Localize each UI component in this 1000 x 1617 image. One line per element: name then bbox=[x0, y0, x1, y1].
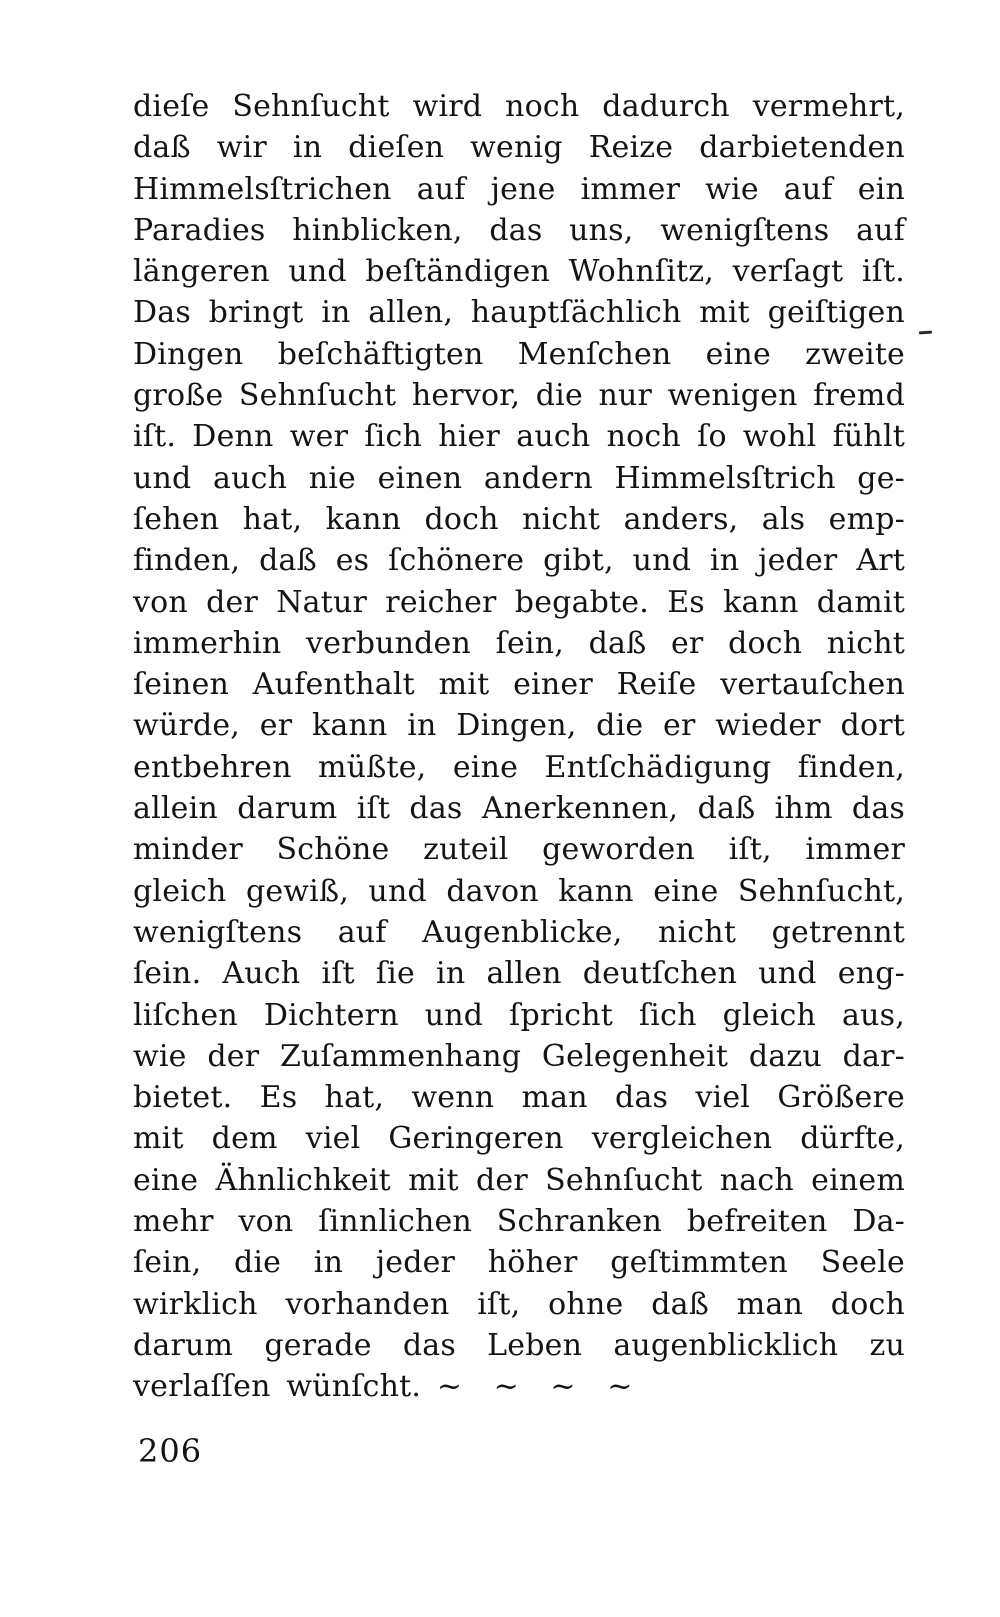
scan-artifact-dash bbox=[919, 331, 932, 335]
text-line: Dingen beſchäftigten Menſchen eine zweite bbox=[133, 336, 905, 372]
page-number: 206 bbox=[138, 1432, 203, 1470]
text-line: bietet. Es hat, wenn man das viel Größere bbox=[133, 1080, 905, 1116]
text-line: von der Natur reicher begabte. Es kann damit bbox=[133, 584, 905, 620]
text-line: verlaſſen wünſcht. ~ ~ ~ ~ bbox=[133, 1369, 633, 1405]
text-line: wirklich vorhanden iſt, ohne daß man doch bbox=[133, 1286, 905, 1322]
text-line: darum gerade das Leben augenblicklich zu bbox=[133, 1327, 905, 1363]
text-line: wenigſtens auf Augenblicke, nicht getrennt bbox=[133, 914, 905, 950]
text-line: gleich gewiß, und davon kann eine Sehnſucht, bbox=[133, 873, 905, 909]
text-line: große Sehnſucht hervor, die nur wenigen fremd bbox=[133, 378, 905, 414]
text-line: und auch nie einen andern Himmelsſtrich ge- bbox=[133, 460, 905, 496]
text-line: finden, daß es ſchönere gibt, und in jeder Art bbox=[133, 543, 905, 579]
text-line: wie der Zuſammenhang Gelegenheit dazu dar- bbox=[133, 1038, 905, 1074]
text-line: dieſe Sehnſucht wird noch dadurch vermehrt, bbox=[133, 89, 905, 124]
text-line: immerhin verbunden ſein, daß er doch nicht bbox=[133, 625, 905, 661]
text-line: ſein. Auch iſt ſie in allen deutſchen und eng- bbox=[133, 956, 905, 992]
text-line: minder Schöne zuteil geworden iſt, immer bbox=[133, 832, 905, 868]
text-line: liſchen Dichtern und ſpricht ſich gleich aus, bbox=[133, 997, 905, 1033]
text-line: Paradies hinblicken, das uns, wenigſtens auf bbox=[133, 212, 905, 248]
text-line: ſehen hat, kann doch nicht anders, als emp- bbox=[133, 501, 905, 537]
text-line: ſein, die in jeder höher geſtimmten Seele bbox=[133, 1245, 905, 1281]
text-line: eine Ähnlichkeit mit der Sehnſucht nach einem bbox=[133, 1162, 905, 1198]
text-line: Das bringt in allen, hauptſächlich mit geiſtigen bbox=[133, 295, 905, 331]
text-line: daß wir in dieſen wenig Reize darbietenden bbox=[133, 130, 905, 166]
text-line: ſeinen Aufenthalt mit einer Reiſe vertauſchen bbox=[133, 667, 905, 703]
text-line: würde, er kann in Dingen, die er wieder dort bbox=[133, 708, 905, 744]
text-line: Himmelsſtrichen auf jene immer wie auf ein bbox=[133, 171, 905, 207]
text-line: entbehren müßte, eine Entſchädigung finden, bbox=[133, 749, 905, 785]
text-line: iſt. Denn wer ſich hier auch noch ſo wohl fühlt bbox=[133, 419, 905, 455]
text-line: längeren und beſtändigen Wohnſitz, verſagt iſt. bbox=[133, 254, 905, 290]
text-line: mehr von ſinnlichen Schranken befreiten Da- bbox=[133, 1204, 905, 1240]
text-line: mit dem viel Geringeren vergleichen dürfte, bbox=[133, 1121, 905, 1157]
text-line: allein darum iſt das Anerkennen, daß ihm das bbox=[133, 791, 905, 827]
paragraph-text-block bbox=[133, 86, 905, 1408]
